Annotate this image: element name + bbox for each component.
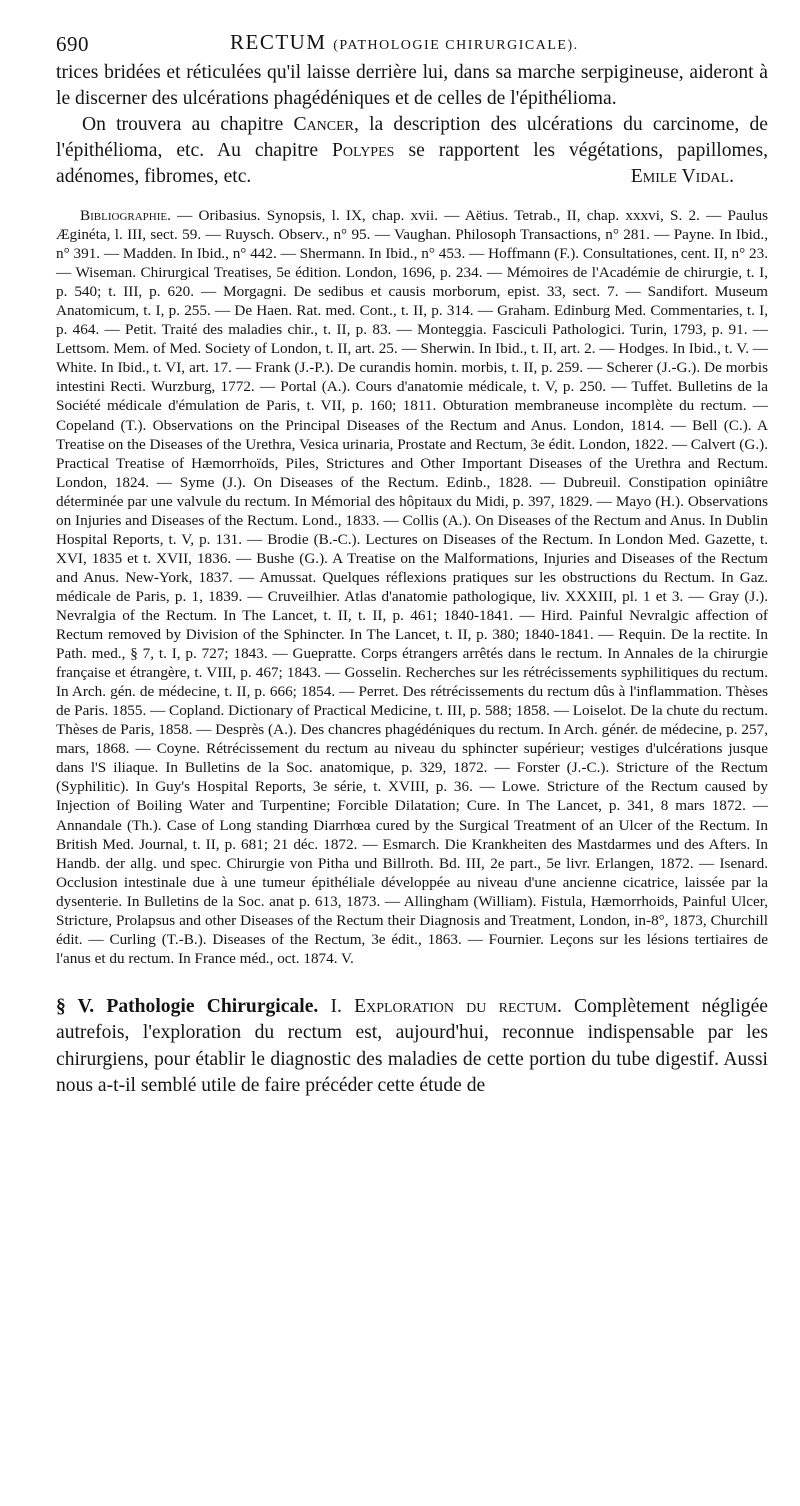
intro-p2-part-a: On trouvera au chapitre [82,114,284,135]
section-pathologie-chirurgicale [56,994,768,1100]
page-number: 690 [56,32,89,56]
intro-p2-part-b: , la description des ulcérations du carcinome, de l'épithélioma, etc. Au chapitre [56,114,768,161]
bibliography-block [56,206,768,968]
running-title [230,30,579,55]
section-text: Complètement négligée autrefois, l'exploration du rectum est, aujourd'hui, reconnue indispensable par les chirurgiens, pour établir le diagnostic des maladies de cette portion du tube digestif. Aussi nous a-t-il semblé utile de faire précéder cette étude de [56,995,768,1097]
page-header [56,28,768,56]
author-signature: Emile Vidal. [630,166,734,187]
cross-ref-polypes: Polypes [332,140,395,161]
section-subtitle: I. Exploration du rectum. [330,995,562,1017]
bibliography-text: — Oribasius. Synopsis, l. IX, chap. xvii. — Aëtius. Tetrab., II, chap. xxxvi, S. 2. — Paulus Æginéta, l. III, sect. 59. — Ruysch. Observ., n° 95. — Vaughan. Philosoph Transactions, n° 281. — Payne. In Ibid., n° 391. — Madden. In Ibid., n° 442. — Shermann. In Ibid., n° 453. — Hoffmann (F.). Consultationes, cent. II, n° 23. — Wiseman. Chirurgical Treatises, 5e édition. London, 1696, p. 234. — Mémoires de l'Académie de chirurgie, t. I, p. 540; t. III, p. 620. — Morgagni. De sedibus et causis morborum, epist. 33, sect. 7. — Sandifort. Museum Anatomicum, t. I, p. 255. — De Haen. Rat. med. Cont., t. II, p. 314. — Graham. Edinburg Med. Commentaries, t. I, p. 464. — Petit. Traité des maladies chir., t. II, p. 83. — Monteggia. Fasciculi Pathologici. Turin, 1793, p. 91. — Lettsom. Mem. of Med. Society of London, t. II, art. 25. — Sherwin. In Ibid., t. II, art. 2. — Hodges. In Ibid., t. V. — White. In Ibid., t. VI, art. 17. — Frank (J.-P.). De curandis homin. morbis, t. II, p. 259. — Scherer (J.-G.). De morbis intestini Recti. Wurzburg, 1772. — Portal (A.). Cours d'anatomie médicale, t. V, p. 250. — Tuffet. Bulletins de la Société médicale d'émulation de Paris, t. VII, p. 160; 1811. Obturation membraneuse incomplète du rectum. — Copeland (T.). Observations on the Principal Diseases of the Rectum and Anus. London, 1814. — Bell (C.). A Treatise on the Diseases of the Urethra, Vesica urinaria, Prostate and Rectum, 3e édit. London, 1822. — Calvert (G.). Practical Treatise of Hæmorrhoïds, Piles, Strictures and Other Important Diseases of the Urethra and Rectum. London, 1824. — Syme (J.). On Diseases of the Rectum. Edinb., 1828. — Dubreuil. Constipation opiniâtre déterminée par une valvule du rectum. In Mémorial des hôpitaux du Midi, p. 397, 1829. — Mayo (H.). Observations on Injuries and Diseases of the Rectum. Lond., 1833. — Collis (A.). On Diseases of the Rectum and Anus. In Dublin Hospital Reports, t. V, p. 131. — Brodie (B.-C.). Lectures on Diseases of the Rectum. In London Med. Gazette, t. XVI, 1835 et t. XVII, 1836. — Bushe (G.). A Treatise on the Malformations, Injuries and Diseases of the Rectum and Anus. New-York, 1837. — Amussat. Quelques réflexions pratiques sur les obstructions du Rectum. In Gaz. médicale de Paris, p. 1, 1839. — Cruveilhier. Atlas d'anatomie pathologique, liv. XXXIII, pl. 1 et 3. — Gray (J.). Nevralgia of the Rectum. In The Lancet, t. II, t. II, p. 461; 1840-1841. — Hird. Painful Nevralgic affection of Rectum removed by Division of the Sphincter. In The Lancet, t. II, p. 380; 1840-1841. — Requin. De la rectite. In Path. med., § 7, t. I, p. 727; 1843. — Guepratte. Corps étrangers arrêtés dans le rectum. In Annales de la chirurgie française et étrangère, t. VIII, p. 467; 1843. — Gosselin. Recherches sur les rétrécissements syphilitiques du rectum. In Arch. gén. de médecine, t. II, p. 666; 1854. — Perret. Des rétrécissements du rectum dûs à l'inflammation. Thèses de Paris. 1855. — Copland. Dictionary of Practical Medicine, t. III, p. 588; 1858. — Loiselot. De la chute du rectum. Thèses de Paris, 1858. — Desprès (A.). Des chancres phagédéniques du rectum. In Arch. génér. de médecine, p. 257, mars, 1868. — Coyne. Rétrécissement du rectum au niveau du sphincter supérieur; vestiges d'ulcérations jusque dans l'S iliaque. In Bulletins de la Soc. anatomique, p. 329, 1872. — Forster (J.-C.). Stricture of the Rectum (Syphilitic). In Guy's Hospital Reports, 3e série, t. XVIII, p. 36. — Lowe. Stricture of the Rectum caused by Injection of Boiling Water and Turpentine; Forcible Dilatation; Cure. In The Lancet, p. 341, 8 mars 1872. — Annandale (Th.). Case of Long standing Diarrhœa cured by the Surgical Treatment of an Ulcer of the Rectum. In British Med. Journal, t. II, p. 681; 21 déc. 1872. — Esmarch. Die Krankheiten des Mastdarmes und des Afters. In Handb. der allg. und spec. Chirurgie von Pitha und Billroth. Bd. III, 2e part., 5e livr. Erlangen, 1872. — Isenard. Occlusion intestinale due à une tumeur épithéliale développée au niveau d'une ancienne cicatrice, laissée par la dysenterie. In Bulletins de la Soc. anat p. 613, 1873. — Allingham (William). Fistula, Hæmorrhoids, Painful Ulcer, Stricture, Prolapsus and other Diseases of the Rectum their Diagnosis and Treatment, London, in-8°, 1873, Churchill édit. — Curling (T.-B.). Diseases of the Rectum, 3e édit., 1863. — Fournier. Leçons sur les lésions tertiaires de l'anus et du rectum. In France méd., oct. 1874. V. [56,207,768,967]
intro-paragraph-2 [56,112,768,190]
cross-ref-cancer: Cancer [293,114,355,135]
intro-p2-part-c: se rapportent les végétations, papillomes, adénomes, fibromes, etc. [56,140,769,187]
section-title: § V. Pathologie Chirurgicale. [56,995,319,1017]
running-title-main: RECTUM [230,30,327,54]
intro-text [56,60,768,190]
intro-paragraph-1: trices bridées et réticulées qu'il laisse derrière lui, dans sa marche serpigineuse, aideront à le discerner des ulcérations phagédéniques et de celles de l'épithélioma. [56,62,768,109]
book-page [56,28,768,1100]
bibliography-heading: Bibliographie. [80,207,171,224]
running-title-sub: (PATHOLOGIE CHIRURGICALE). [333,38,579,53]
